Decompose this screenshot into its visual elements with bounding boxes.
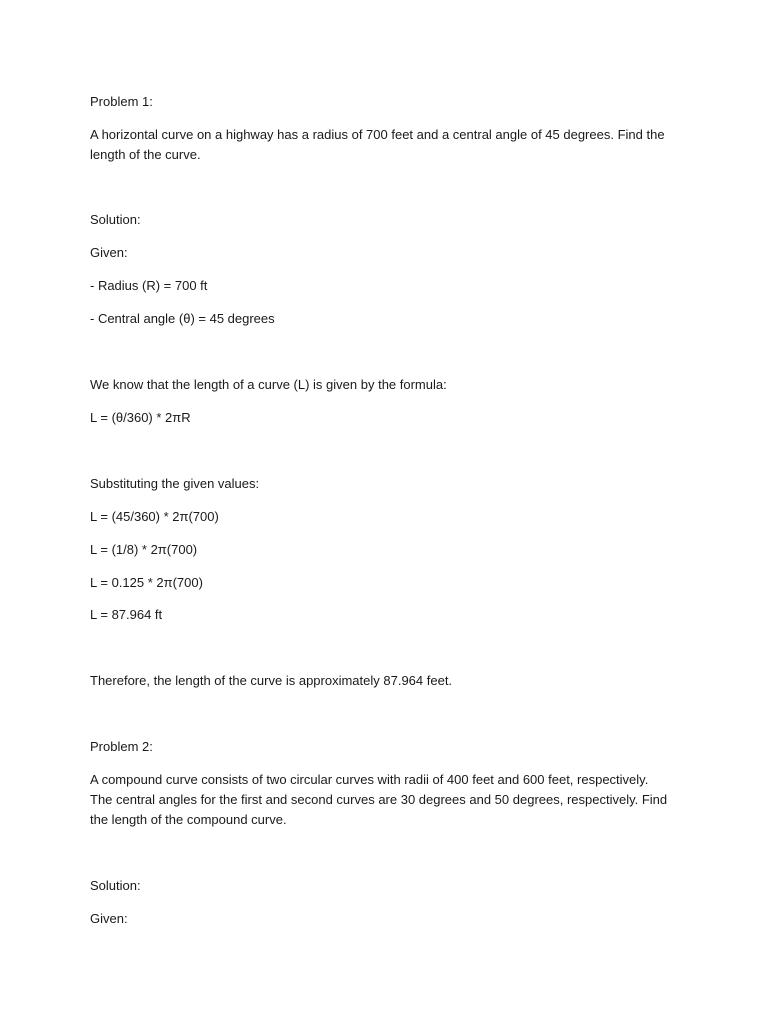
problem1-heading: Problem 1: bbox=[90, 94, 153, 109]
problem2-statement: A compound curve consists of two circular curves with radii of 400 feet and 600 feet, respectively. The central angles for the first and second curves are 30 degrees and 50 degrees, respectively. Find the length of the compound curve. bbox=[90, 772, 668, 827]
problem1-given-radius: - Radius (R) = 700 ft bbox=[90, 278, 208, 293]
problem1-given-label: Given: bbox=[90, 245, 128, 260]
problem2-solution-label: Solution: bbox=[90, 878, 141, 893]
problem1-conclusion: Therefore, the length of the curve is approximately 87.964 feet. bbox=[90, 673, 453, 688]
problem1-step-2: L = (1/8) * 2π(700) bbox=[90, 542, 198, 557]
problem1-formula-intro: We know that the length of a curve (L) is given by the formula: bbox=[90, 377, 447, 392]
problem1-solution-label: Solution: bbox=[90, 212, 141, 227]
problem2-heading: Problem 2: bbox=[90, 739, 153, 754]
problem1-step-4: L = 87.964 ft bbox=[90, 607, 163, 622]
problem1-substitution-intro: Substituting the given values: bbox=[90, 476, 260, 491]
problem1-formula: L = (θ/360) * 2πR bbox=[90, 410, 191, 425]
problem1-step-1: L = (45/360) * 2π(700) bbox=[90, 509, 219, 524]
problem2-given-label: Given: bbox=[90, 911, 128, 926]
problem1-statement: A horizontal curve on a highway has a radius of 700 feet and a central angle of 45 degrees. Find the length of the curve. bbox=[90, 127, 665, 162]
problem1-given-angle: - Central angle (θ) = 45 degrees bbox=[90, 311, 275, 326]
problem1-step-3: L = 0.125 * 2π(700) bbox=[90, 575, 203, 590]
